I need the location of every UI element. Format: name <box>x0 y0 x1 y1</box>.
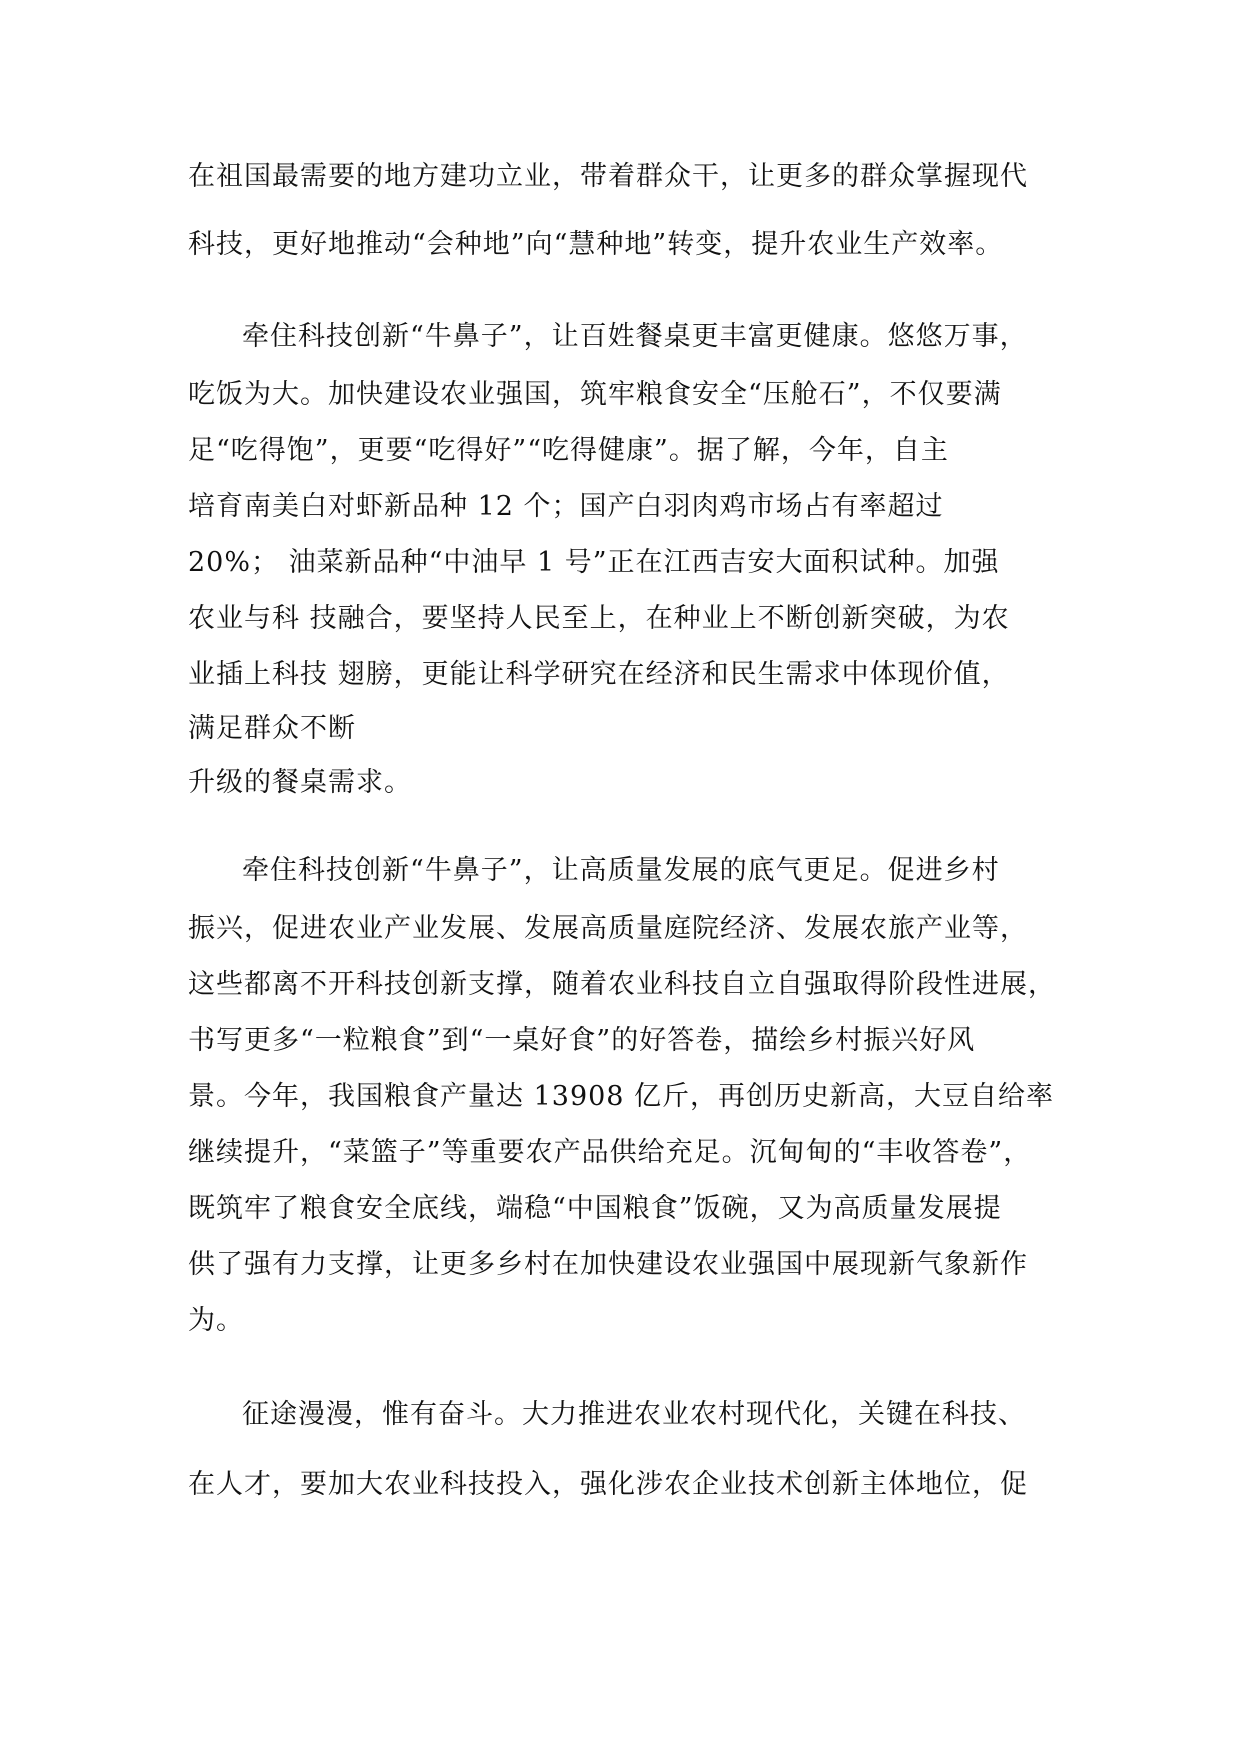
paragraph-2-line-4: 培育南美白对虾新品种 12 个；国产白羽肉鸡市场占有率超过 <box>188 491 944 522</box>
paragraph-3-line-9: 为。 <box>188 1305 244 1336</box>
paragraph-3-line-8: 供了强有力支撑，让更多乡村在加快建设农业强国中展现新气象新作 <box>188 1249 1028 1280</box>
paragraph-2-line-1: 牵住科技创新“牛鼻子”，让百姓餐桌更丰富更健康。悠悠万事， <box>242 321 1028 352</box>
paragraph-4-line-1: 征途漫漫，惟有奋斗。大力推进农业农村现代化，关键在科技、 <box>242 1399 1026 1430</box>
paragraph-2-line-6: 农业与科 技融合，要坚持人民至上，在种业上不断创新突破，为农 <box>188 603 1010 634</box>
paragraph-2-line-3: 足“吃得饱”，更要“吃得好”“吃得健康”。据了解，今年，自主 <box>188 435 949 466</box>
paragraph-3-line-7: 既筑牢了粮食安全底线，端稳“中国粮食”饭碗，又为高质量发展提 <box>188 1193 1002 1224</box>
paragraph-3-line-6: 继续提升，“菜篮子”等重要农产品供给充足。沉甸甸的“丰收答卷”， <box>188 1137 1032 1168</box>
paragraph-2-line-8: 满足群众不断 <box>188 713 356 744</box>
paragraph-4-line-2: 在人才，要加大农业科技投入，强化涉农企业技术创新主体地位，促 <box>188 1469 1028 1500</box>
paragraph-1-line-1: 在祖国最需要的地方建功立业，带着群众干，让更多的群众掌握现代 <box>188 161 1028 192</box>
paragraph-2-line-9: 升级的餐桌需求。 <box>188 767 412 798</box>
paragraph-3-line-2: 振兴，促进农业产业发展、发展高质量庭院经济、发展农旅产业等， <box>188 913 1028 944</box>
paragraph-2-line-5: 20%； 油菜新品种“中油早 1 号”正在江西吉安大面积试种。加强 <box>188 547 1000 578</box>
paragraph-2-line-7: 业插上科技 翅膀，更能让科学研究在经济和民生需求中体现价值， <box>188 659 1010 690</box>
paragraph-3-line-4: 书写更多“一粒粮食”到“一桌好食”的好答卷，描绘乡村振兴好风 <box>188 1025 976 1056</box>
paragraph-3-line-5: 景。今年，我国粮食产量达 13908 亿斤，再创历史新高，大豆自给率 <box>188 1081 1055 1112</box>
paragraph-2-line-2: 吃饭为大。加快建设农业强国，筑牢粮食安全“压舱石”，不仅要满 <box>188 379 1002 410</box>
paragraph-3-line-3: 这些都离不开科技创新支撑，随着农业科技自立自强取得阶段性进展， <box>188 969 1056 1000</box>
paragraph-3-line-1: 牵住科技创新“牛鼻子”，让高质量发展的底气更足。促进乡村 <box>242 855 1000 886</box>
paragraph-1-line-2: 科技，更好地推动“会种地”向“慧种地”转变，提升农业生产效率。 <box>188 229 1004 260</box>
